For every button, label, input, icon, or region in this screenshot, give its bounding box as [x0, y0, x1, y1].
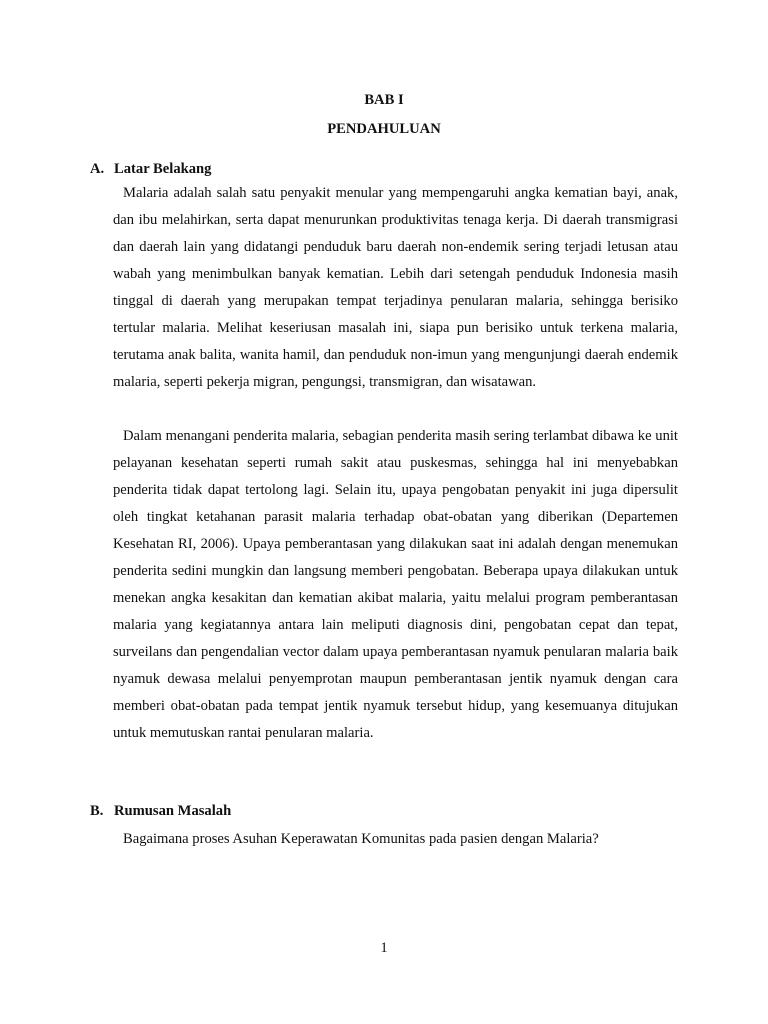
page-number: 1	[380, 940, 388, 956]
section-a-title: Latar Belakang	[114, 161, 212, 177]
background-paragraph-1: Malaria adalah salah satu penyakit menular yang mempengaruhi angka kematian bayi, anak, dan ibu melahirkan, serta dapat menurunkan produktivitas tenaga kerja. Di daerah transmigrasi dan daerah lain yang didatangi penduduk baru daerah non-endemik sering terjadi letusan atau wabah yang menimbulkan banyak kematian. Lebih dari setengah penduduk Indonesia masih tinggal di daerah yang merupakan tempat terjadinya penularan malaria, sehingga berisiko tertular malaria. Melihat keseriusan masalah ini, siapa pun berisiko untuk terkena malaria, terutama anak balita, wanita hamil, dan penduduk non-imun yang mengunjungi daerah endemik malaria, seperti pekerja migran, pengungsi, transmigran, dan wisatawan.	[113, 185, 678, 390]
problem-statement: Bagaimana proses Asuhan Keperawatan Komunitas pada pasien dengan Malaria?	[123, 831, 599, 847]
section-b-title: Rumusan Masalah	[114, 803, 232, 819]
section-a-letter: A.	[90, 161, 105, 177]
background-paragraph-2: Dalam menangani penderita malaria, sebagian penderita masih sering terlambat dibawa ke unit pelayanan kesehatan seperti rumah sakit atau puskesmas, sehingga hal ini menyebabkan penderita tidak dapat tertolong lagi. Selain itu, upaya pengobatan penyakit ini juga dipersulit oleh tingkat ketahanan parasit malaria terhadap obat-obatan yang diberikan (Departemen Kesehatan RI, 2006). Upaya pemberantasan yang dilakukan saat ini adalah dengan menemukan penderita sedini mungkin dan langsung memberi pengobatan. Beberapa upaya dilakukan untuk menekan angka kesakitan dan kematian akibat malaria, yaitu melalui program pemberantasan malaria yang kegiatannya antara lain meliputi diagnosis dini, pengobatan cepat dan tepat, surveilans dan pengendalian vector dalam upaya pemberantasan nyamuk penularan malaria baik nyamuk dewasa melalui penyemprotan maupun pemberantasan jentik nyamuk dengan cara memberi obat-obatan pada tempat jentik nyamuk tersebut hidup, yang kesemuanya ditujukan untuk memutuskan rantai penularan malaria.	[113, 428, 678, 741]
section-b-letter: B.	[90, 803, 104, 819]
section-a-heading	[90, 161, 211, 178]
chapter-number: BAB I	[364, 92, 404, 108]
chapter-title: PENDAHULUAN	[327, 121, 441, 137]
section-b-heading	[90, 803, 231, 820]
